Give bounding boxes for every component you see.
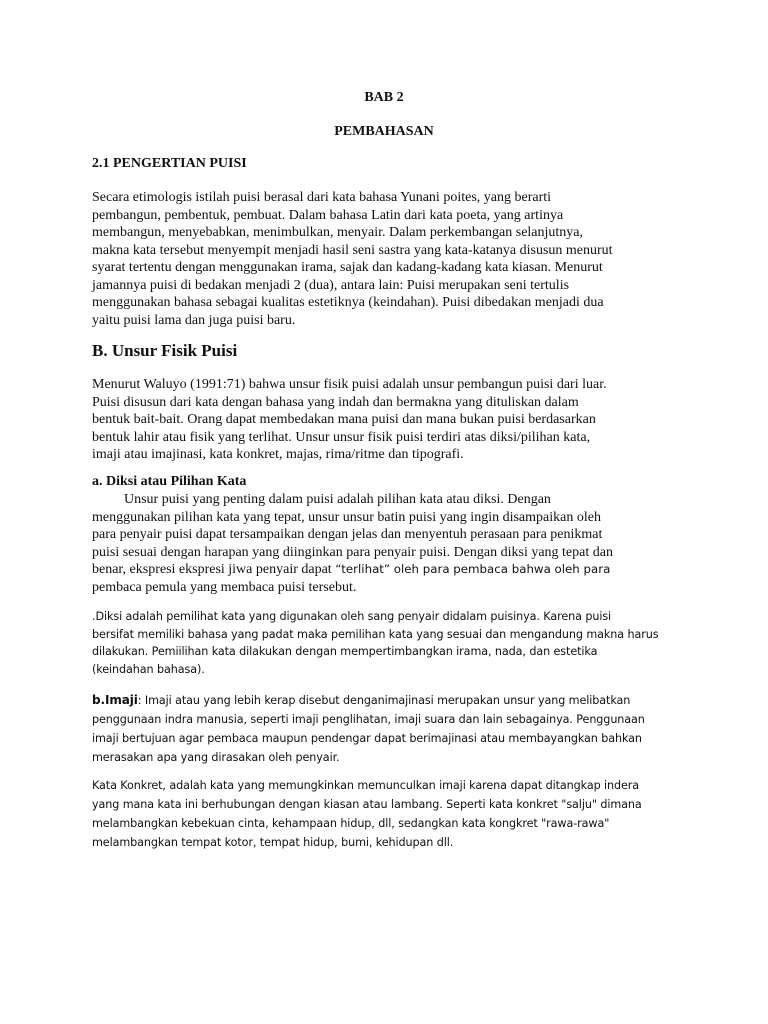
text-line: dilakukan. Pemiilihan kata dilakukan dengan mempertimbangkan irama, nada, dan estetika: [92, 645, 598, 658]
paragraph-pengertian: [92, 189, 692, 329]
text-line: Menurut Waluyo (1991:71) bahwa unsur fisik puisi adalah unsur pembangun puisi dari luar.: [92, 377, 607, 392]
chapter-title: BAB 2: [364, 90, 404, 105]
paragraph-diksi: [92, 491, 692, 596]
text-line: (keindahan bahasa).: [92, 662, 205, 676]
text-line: membangun, menyebabkan, menimbulkan, menyair. Dalam perkembangan selanjutnya,: [92, 225, 584, 240]
text-line: syarat tertentu dengan menggunakan irama, sajak dan kadang-kadang kata kiasan. Menurut: [92, 260, 603, 275]
text-line: bersifat memiliki bahasa yang padat maka pemilihan kata yang sesuai dan mengandung makna harus: [92, 627, 659, 641]
text-line: pembaca pemula yang membaca puisi tersebut.: [92, 579, 357, 595]
paragraph-unsur-fisik: [92, 376, 692, 464]
text-line: [92, 691, 692, 710]
text-line: penggunaan indra manusia, seperti imaji penglihatan, imaji suara dan lain sebagainya. Penggunaan: [92, 713, 645, 726]
section-heading-text: 2.1 PENGERTIAN PUISI: [92, 156, 247, 171]
text-line: makna kata tersebut menyempit menjadi hasil seni sastra yang kata-katanya disusun menurut: [92, 242, 613, 258]
text-line: melambangkan tempat kotor, tempat hidup, bumi, kehidupan dll.: [92, 836, 454, 849]
text-line: Kata Konkret, adalah kata yang memungkinkan memunculkan imaji karena dapat ditangkap indera: [92, 779, 640, 792]
chapter-subtitle: PEMBAHASAN: [334, 124, 434, 139]
section-heading-pengertian: [92, 156, 692, 172]
text-line: menggunakan pilihan kata yang tepat, unsur unsur batin puisi yang ingin disampaikan oleh: [92, 509, 601, 525]
text-line: .Diksi adalah pemilihat kata yang digunakan oleh sang penyair didalam puisinya. Karena puisi: [92, 610, 612, 623]
text-line: merasakan apa yang dirasakan oleh penyair.: [92, 751, 340, 764]
text-line: pembangun, pembentuk, pembuat. Dalam bahasa Latin dari kata poeta, yang artinya: [92, 207, 564, 223]
text-line: [92, 561, 692, 579]
text-line: bentuk lahir atau fisik yang terlihat. Unsur unsur fisik puisi terdiri atas diksi/pilihan kata,: [92, 429, 591, 445]
text-line-serif-part: benar, ekspresi ekspresi jiwa penyair dapat: [92, 562, 336, 577]
imaji-label: b.Imaji: [92, 693, 138, 707]
text-line: imaji bertujuan agar pembaca maupun pendengar dapat berimajinasi atau membayangkan bahkan: [92, 732, 642, 745]
text-line: yaitu puisi lama dan juga puisi baru.: [92, 312, 296, 328]
text-line: Secara etimologis istilah puisi berasal dari kata bahasa Yunani poites, yang berarti: [92, 190, 552, 205]
paragraph-diksi-definition: [92, 608, 692, 678]
text-line: melambangkan kebekuan cinta, kehampaan hidup, dll, sedangkan kata kongkret "rawa-rawa": [92, 817, 610, 830]
subsection-heading-text: a. Diksi atau Pilihan Kata: [92, 474, 247, 489]
text-line: yang mana kata ini berhubungan dengan kiasan atau lambang. Seperti kata konkret "salju" dimana: [92, 798, 642, 811]
text-line-content: Unsur puisi yang penting dalam puisi adalah pilihan kata atau diksi. Dengan: [124, 492, 551, 507]
text-line: Puisi disusun dari kata dengan bahasa yang indah dan bermakna yang dituliskan dalam: [92, 394, 579, 410]
subsection-heading-diksi: [92, 474, 692, 490]
section-heading-unsur-fisik: [92, 341, 692, 361]
text-line-content: : Imaji atau yang lebih kerap disebut denganimajinasi merupakan unsur yang melibatkan: [137, 694, 631, 707]
text-line: imaji atau imajinasi, kata konkret, majas, rima/ritme dan tipografi.: [92, 447, 464, 462]
text-line: bentuk bait-bait. Orang dapat membedakan mana puisi dan mana bukan puisi berdasarkan: [92, 412, 596, 427]
text-line: puisi sesuai dengan harapan yang diinginkan para penyair puisi. Dengan diksi yang tepat dan: [92, 544, 613, 560]
text-line-sans-part: “terlihat” oleh para pembaca bahwa oleh para: [335, 562, 611, 576]
section-heading-text: B. Unsur Fisik Puisi: [92, 341, 238, 360]
text-line: menggunakan bahasa sebagai kualitas estetiknya (keindahan). Puisi dibedakan menjadi dua: [92, 295, 604, 310]
text-line: [92, 491, 692, 509]
paragraph-imaji: [92, 691, 692, 767]
text-line: jamannya puisi di bedakan menjadi 2 (dua), antara lain: Puisi merupakan seni tertulis: [92, 277, 570, 293]
paragraph-kata-konkret: [92, 776, 692, 852]
text-line: para penyair puisi dapat tersampaikan dengan jelas dan menyentuh perasaan para penikmat: [92, 527, 603, 542]
